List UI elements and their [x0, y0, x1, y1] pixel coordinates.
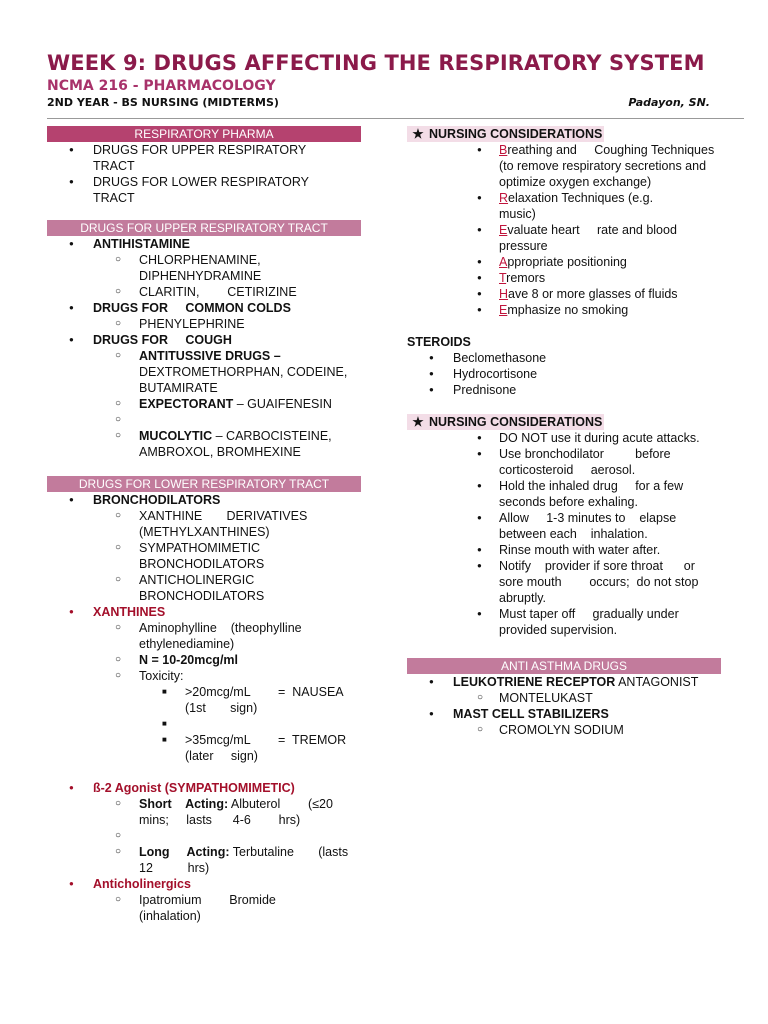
list-item: ● DRUGS FOR UPPER RESPIRATORY TRACT: [47, 142, 361, 174]
star-icon: ★: [412, 415, 424, 429]
list-item: ● Beclomethasone: [407, 350, 721, 366]
list-item: [407, 142, 763, 190]
item-text: mphasize no smoking: [507, 303, 629, 317]
item-text: remors: [506, 271, 546, 285]
item-text: reathing and Coughing Techniques (to remove respiratory secretions and optimize oxygen exchange): [499, 143, 763, 189]
long-acting-item: [47, 844, 361, 876]
list-item: ● Prednisone: [407, 382, 721, 398]
list-item: ○ XANTHINE DERIVATIVES (METHYLXANTHINES): [47, 508, 361, 540]
anticho-sublist: [47, 892, 361, 924]
list-item: ● DRUGS FOR LOWER RESPIRATORY TRACT: [47, 174, 361, 206]
mucolytic-label: MUCOLYTIC: [139, 429, 213, 443]
anticholinergics-item: ● Anticholinergics: [47, 876, 361, 892]
list-item: [407, 222, 721, 254]
acronym-letter: A: [499, 255, 508, 269]
mast-list: [407, 706, 721, 722]
page-title: WEEK 9: DRUGS AFFECTING THE RESPIRATORY SYSTEM: [47, 51, 705, 75]
list-item: ● Hydrocortisone: [407, 366, 721, 382]
list-item: ● Notify provider if sore throat or sore mouth occurs; do not stop abruptly.: [407, 558, 721, 606]
spacer: [47, 412, 361, 428]
list-item: ● DO NOT use it during acute attacks.: [407, 430, 721, 446]
item-text: elaxation Techniques (e.g. music): [499, 191, 654, 221]
acronym-letter: H: [499, 287, 509, 301]
spacer: [47, 828, 361, 844]
steroid-considerations-list: [407, 430, 721, 638]
mast-cell-item: ● MAST CELL STABILIZERS: [407, 706, 721, 722]
ipatromium-item: ○ Ipatromium Bromide (inhalation): [47, 892, 361, 924]
long-acting-text: Terbutaline (lasts 12 hrs): [139, 845, 352, 875]
item-text: valuate heart rate and blood pressure: [499, 223, 681, 253]
author-label: Padayon, SN.: [628, 96, 710, 109]
colds-list: [47, 300, 361, 316]
right-column: [407, 126, 763, 738]
nursing-considerations-header-2: [407, 414, 721, 430]
list-item: ○ PHENYLEPHRINE: [47, 316, 361, 332]
long-acting-label: Long Acting:: [139, 845, 230, 859]
breathe-list: [407, 142, 763, 318]
acronym-letter: E: [499, 303, 508, 317]
short-acting-item: [47, 796, 361, 828]
xanthines-list: [47, 604, 361, 620]
antihistamine-sublist: [47, 252, 361, 300]
acronym-letter: R: [499, 191, 509, 205]
list-item: [407, 270, 721, 286]
list-item: [407, 190, 721, 222]
item-text: ave 8 or more glasses of fluids: [508, 287, 678, 301]
leukotriene-sublist: [407, 690, 721, 706]
antihistamine-item: [47, 236, 361, 252]
list-item: ● Must taper off gradually under provided supervision.: [407, 606, 721, 638]
list-item: ○ ANTICHOLINERGIC BRONCHODILATORS: [47, 572, 361, 604]
short-acting-label: Short Acting:: [139, 797, 229, 811]
toxicity-nausea: ■ >20mcg/mL = NAUSEA (1st sign): [47, 684, 361, 716]
list-item: ○ CHLORPHENAMINE, DIPHENHYDRAMINE: [47, 252, 361, 284]
acronym-letter: B: [499, 143, 508, 157]
mucolytic-text: – CARBOCISTEINE, AMBROXOL, BROMHEXINE: [139, 429, 332, 459]
list-item: ● Allow 1-3 minutes to elapse between each inhalation.: [407, 510, 721, 542]
spacer: [47, 716, 361, 732]
nc-header-label: NURSING CONSIDERATIONS: [429, 415, 603, 429]
leukotriene-label: LEUKOTRIENE RECEPTOR: [453, 675, 616, 689]
toxicity-tremor: ■ >35mcg/mL = TREMOR (later sign): [47, 732, 361, 764]
header-divider: [47, 118, 744, 119]
colds-sublist: [47, 316, 361, 332]
nc-header-label: NURSING CONSIDERATIONS: [429, 127, 603, 141]
beta-list: [47, 780, 361, 796]
respiratory-pharma-list: [47, 142, 361, 206]
beta-agonist-item: ● ß-2 Agonist (SYMPATHOMIMETIC): [47, 780, 361, 796]
list-item: [407, 254, 721, 270]
antitussive-text: DEXTROMETHORPHAN, CODEINE, BUTAMIRATE: [139, 365, 348, 395]
list-item: ○ MONTELUKAST: [407, 690, 721, 706]
acronym-letter: T: [499, 271, 507, 285]
list-item: [407, 302, 721, 318]
year-label: 2ND YEAR - BS NURSING (MIDTERMS): [47, 96, 279, 109]
bronchodilators-item: ● BRONCHODILATORS: [47, 492, 361, 508]
section-bar-lower-tract: DRUGS FOR LOWER RESPIRATORY TRACT: [47, 476, 361, 492]
section-bar-upper-tract: DRUGS FOR UPPER RESPIRATORY TRACT: [47, 220, 361, 236]
antitussive-item: [47, 348, 361, 396]
section-bar-anti-asthma: ANTI ASTHMA DRUGS: [407, 658, 721, 674]
list-item: ● Rinse mouth with water after.: [407, 542, 721, 558]
leukotriene-item: [407, 674, 721, 690]
cough-list: [47, 332, 361, 348]
normal-range-item: ○ N = 10-20mcg/ml: [47, 652, 361, 668]
xanthines-sublist: [47, 620, 361, 684]
steroids-heading: STEROIDS: [407, 335, 471, 349]
beta-sublist: [47, 796, 361, 876]
cough-item: ● DRUGS FOR COUGH: [47, 332, 361, 348]
course-subtitle: NCMA 216 - PHARMACOLOGY: [47, 78, 276, 94]
section-bar-respiratory-pharma: RESPIRATORY PHARMA: [47, 126, 361, 142]
toxicity-sublist: [47, 684, 381, 764]
aminophylline-item: ○ Aminophylline (theophylline ethylenediamine): [47, 620, 361, 652]
toxicity-item: ○ Toxicity:: [47, 668, 361, 684]
list-item: ● Hold the inhaled drug for a few seconds before exhaling.: [407, 478, 721, 510]
short-acting-text: Albuterol (≤20 mins; lasts 4-6 hrs): [139, 797, 337, 827]
list-item: [407, 286, 721, 302]
bronch-list: [47, 492, 361, 508]
asthma-list: [407, 674, 721, 690]
expectorant-label: EXPECTORANT: [139, 397, 234, 411]
expectorant-item: [47, 396, 361, 412]
list-item: ○ CROMOLYN SODIUM: [407, 722, 721, 738]
nursing-considerations-header-1: [407, 126, 721, 142]
list-item: ○ CLARITIN, CETIRIZINE: [47, 284, 361, 300]
list-item: ● Use bronchodilator before corticosteroid aerosol.: [407, 446, 721, 478]
steroids-list: [407, 350, 721, 398]
leukotriene-text: ANTAGONIST: [615, 675, 699, 689]
expectorant-text: – GUAIFENESIN: [233, 397, 332, 411]
anticho-list: [47, 876, 361, 892]
mast-sublist: [407, 722, 721, 738]
antitussive-label: ANTITUSSIVE DRUGS –: [139, 349, 281, 363]
upper-tract-list: [47, 236, 361, 252]
star-icon: ★: [412, 127, 424, 141]
bronch-sublist: [47, 508, 361, 604]
mucolytic-item: [47, 428, 361, 460]
list-item: ○ SYMPATHOMIMETIC BRONCHODILATORS: [47, 540, 361, 572]
colds-item: ● DRUGS FOR COMMON COLDS: [47, 300, 361, 316]
item-text: ppropriate positioning: [507, 255, 627, 269]
antihistamine-label: ANTIHISTAMINE: [93, 237, 190, 251]
xanthines-item: ● XANTHINES: [47, 604, 361, 620]
cough-sublist: [47, 348, 361, 460]
left-column: [47, 126, 381, 924]
acronym-letter: E: [499, 223, 508, 237]
